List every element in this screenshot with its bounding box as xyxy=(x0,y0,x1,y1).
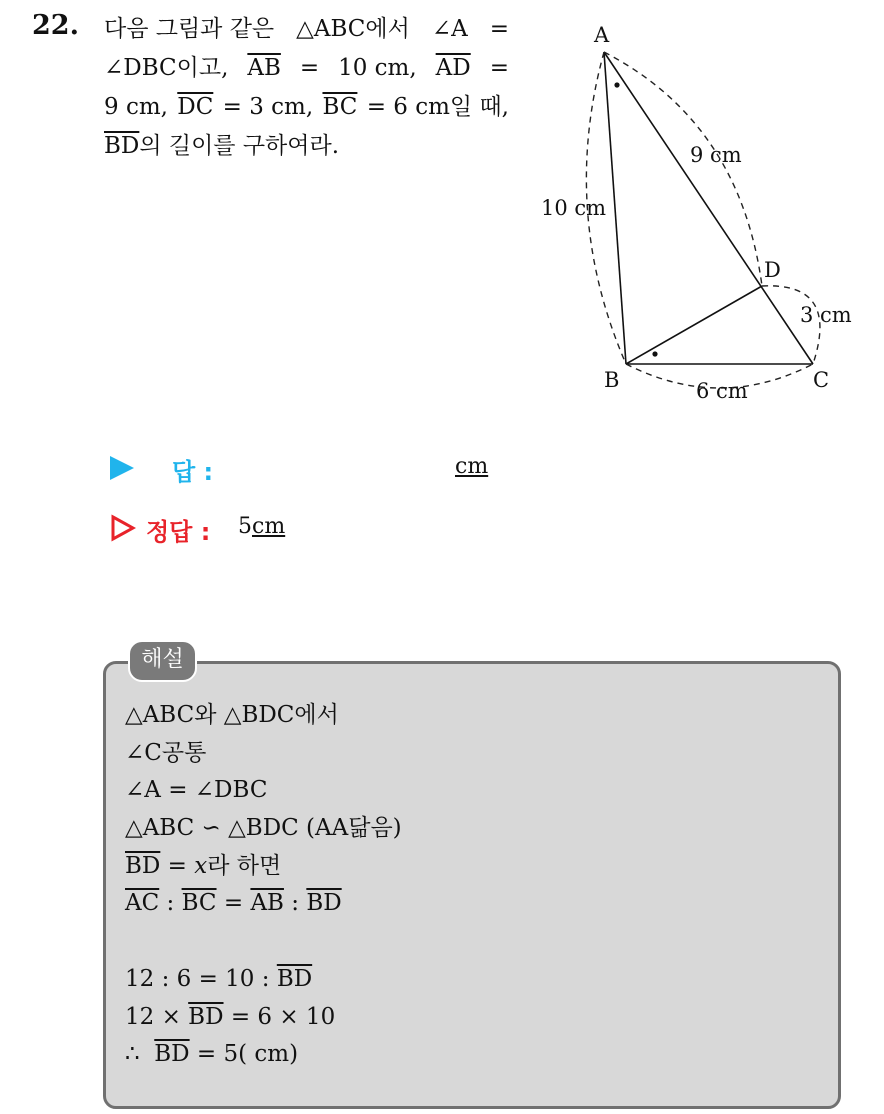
problem-line-3 xyxy=(104,88,509,127)
equals-sign: = xyxy=(489,16,509,42)
segment-bd: $\overline{BD}$ xyxy=(188,1003,224,1030)
problem-line-4 xyxy=(104,127,509,166)
solution-tab: 해설 xyxy=(128,640,197,682)
solution-line-5 xyxy=(125,848,402,886)
solution-line-9 xyxy=(125,999,402,1037)
segment-bc: $\overline{BC}$ xyxy=(181,890,217,917)
segment-bd: $\overline{BD}$ xyxy=(125,852,161,879)
angle-dbc: ∠DBC이고, xyxy=(104,55,229,81)
solution-line-8 xyxy=(125,961,402,999)
solution-line-10 xyxy=(125,1036,402,1074)
vertex-label-d: D xyxy=(764,258,781,282)
segment-bd: $\overline{BD}$ xyxy=(306,890,342,917)
solution-text: △ABC와 △BDC에서 xyxy=(125,702,339,728)
triangle-edges xyxy=(604,52,813,364)
variable-x: x xyxy=(194,852,208,879)
solution-line-6 xyxy=(125,885,402,923)
solution-text: = xyxy=(160,852,195,879)
answer-label: 답 : xyxy=(172,458,214,486)
edge-ab xyxy=(604,52,626,364)
angle-mark-a xyxy=(614,82,619,87)
solution-text: 12 × xyxy=(125,1003,189,1030)
segment-bc: $\overline{BC}$ xyxy=(322,94,358,120)
solution-text: ∠C공통 xyxy=(125,739,207,766)
segment-bd: $\overline{BD}$ xyxy=(276,965,313,992)
answer-unit: cm xyxy=(455,454,489,479)
angle-mark-dbc xyxy=(652,351,657,356)
equals-sign: = xyxy=(299,55,320,81)
problem-statement xyxy=(104,10,509,166)
dimension-arcs xyxy=(586,52,820,388)
vertex-label-a: A xyxy=(594,23,610,47)
solution-text: 12 : 6 = 10 : xyxy=(125,965,277,992)
correct-answer-value xyxy=(238,514,285,539)
problem-line-2 xyxy=(104,49,509,88)
segment-bd: $\overline{BD}$ xyxy=(154,1041,190,1068)
solution-text: : xyxy=(283,890,307,917)
vertex-label-c: C xyxy=(813,368,830,392)
correct-answer-label: 정답 : xyxy=(146,518,211,546)
length-label-bc: 6 cm xyxy=(696,379,748,403)
length-label-ab: 10 cm xyxy=(541,196,607,220)
length-bc: = 6 cm일 때, xyxy=(366,94,509,120)
segment-ad: $\overline{AD}$ xyxy=(435,55,471,81)
equals-sign: = xyxy=(489,55,509,81)
problem-question: 의 길이를 구하여라. xyxy=(139,133,340,159)
triangle-figure xyxy=(520,12,860,412)
length-ab: 10 cm, xyxy=(338,55,417,81)
solution-text: △ABC ∽ △BDC (AA닮음) xyxy=(125,815,402,842)
correct-answer-number: 5 xyxy=(238,514,252,539)
solution-text: = 5( cm) xyxy=(189,1041,299,1068)
solution-line-1 xyxy=(125,697,402,735)
solution-text: : xyxy=(159,890,182,917)
segment-ab: $\overline{AB}$ xyxy=(250,890,284,917)
solution-text: = 6 × 10 xyxy=(223,1003,336,1030)
solution-body xyxy=(125,697,402,1074)
segment-bd: $\overline{BD}$ xyxy=(104,133,140,159)
problem-text-segment: 다음 그림과 같은 xyxy=(104,16,275,42)
triangle-abc: △ABC에서 xyxy=(296,16,410,42)
answer-row xyxy=(110,452,510,488)
correct-answer-unit: cm xyxy=(252,514,286,539)
solution-text: = xyxy=(216,890,251,917)
solution-line-4 xyxy=(125,810,402,848)
length-ad: 9 cm, xyxy=(104,94,168,120)
segment-ab: $\overline{AB}$ xyxy=(247,55,281,81)
edge-bd xyxy=(626,286,762,364)
length-label-dc: 3 cm xyxy=(800,303,852,327)
length-dc: = 3 cm, xyxy=(222,94,314,120)
solution-line-2 xyxy=(125,735,402,773)
solution-text: ∠A = ∠DBC xyxy=(125,777,268,804)
solution-line-3 xyxy=(125,772,402,810)
segment-dc: $\overline{DC}$ xyxy=(177,94,214,120)
outline-triangle-icon xyxy=(110,514,136,542)
problem-line-1 xyxy=(104,10,509,49)
solution-text: 라 하면 xyxy=(207,852,282,879)
length-label-ad: 9 cm xyxy=(690,143,742,167)
solution-text: ∴ xyxy=(125,1041,155,1068)
vertex-label-b: B xyxy=(604,368,620,392)
segment-ac: $\overline{AC}$ xyxy=(125,890,160,917)
solution-line-7 xyxy=(125,923,402,961)
problem-number: 22. xyxy=(32,10,79,41)
correct-answer-row xyxy=(110,512,510,548)
angle-a: ∠A xyxy=(431,16,468,42)
play-triangle-icon xyxy=(110,456,134,480)
